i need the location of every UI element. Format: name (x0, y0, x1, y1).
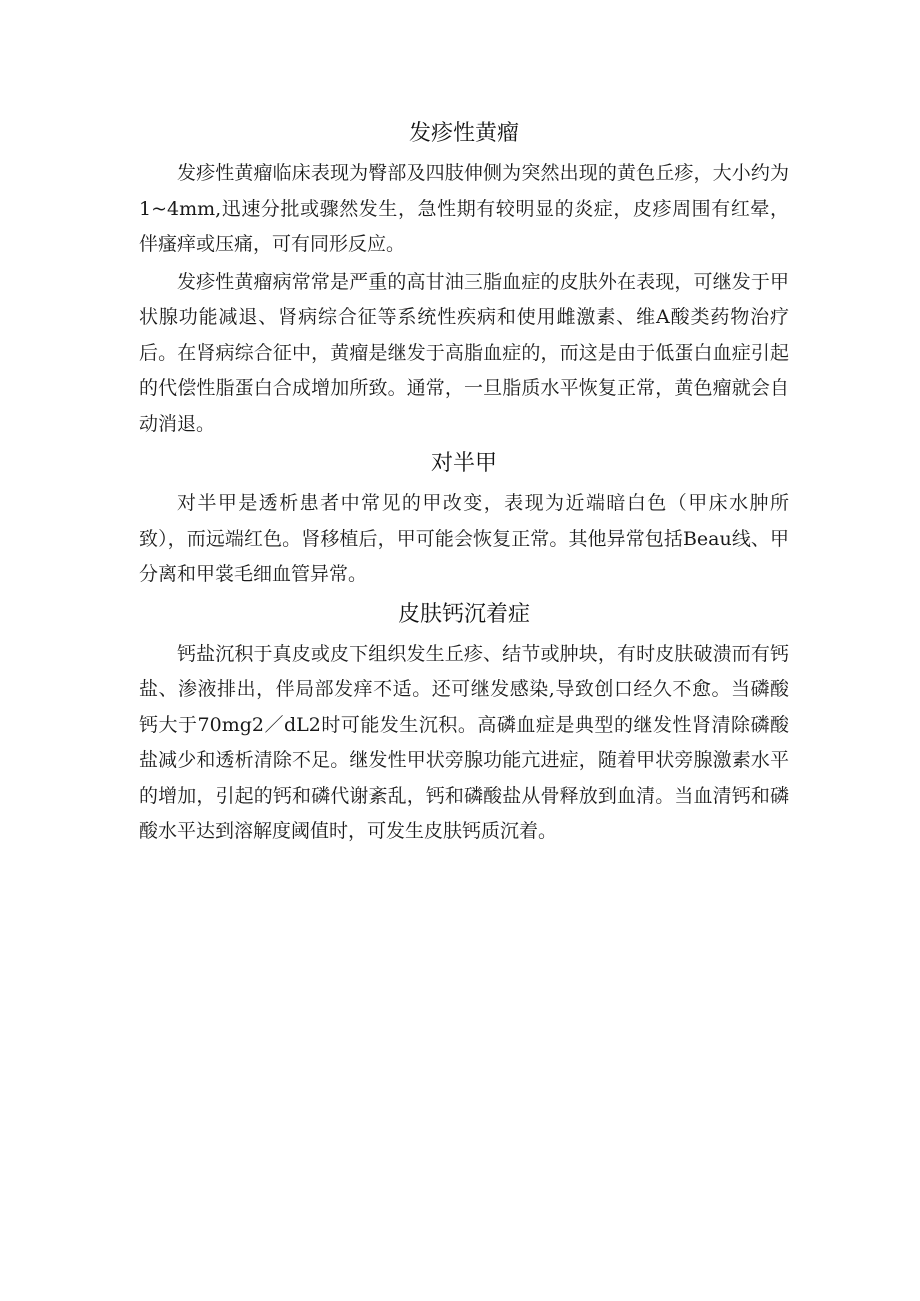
section-eruptive-xanthoma (139, 112, 789, 442)
paragraph: 钙盐沉积于真皮或皮下组织发生丘疹、结节或肿块，有时皮肤破溃而有钙盐、渗液排出，伴局部发痒不适。还可继发感染,导致创口经久不愈。当磷酸钙大于70mg2／dL2时可能发生沉积。高磷血症是典型的继发性肾清除磷酸盐减少和透析清除不足。继发性甲状旁腺功能亢进症，随着甲状旁腺激素水平的增加，引起的钙和磷代谢紊乱，钙和磷酸盐从骨释放到血清。当血清钙和磷酸水平达到溶解度阈值时，可发生皮肤钙质沉着。 (139, 642, 789, 842)
section-half-and-half-nails (139, 442, 789, 593)
paragraph: 发疹性黄瘤临床表现为臀部及四肢伸侧为突然出现的黄色丘疹，大小约为1~4mm,迅速分批或骤然发生，急性期有较明显的炎症，皮疹周围有红晕，伴瘙痒或压痛，可有同形反应。 (139, 162, 789, 255)
section-title: 发疹性黄瘤 (408, 121, 519, 146)
section-title: 皮肤钙沉着症 (397, 601, 530, 627)
section-title: 对半甲 (430, 451, 497, 476)
document-body (139, 112, 789, 850)
paragraph: 发疹性黄瘤病常常是严重的高甘油三脂血症的皮肤外在表现，可继发于甲状腺功能减退、肾病综合征等系统性疾病和使用雌激素、维A酸类药物治疗后。在肾病综合征中，黄瘤是继发于高脂血症的，而这是由于低蛋白血症引起的代偿性脂蛋白合成增加所致。通常，一旦脂质水平恢复正常，黄色瘤就会自动消退。 (139, 270, 789, 435)
section-calcinosis-cutis (139, 593, 789, 850)
paragraph: 对半甲是透析患者中常见的甲改变，表现为近端暗白色（甲床水肿所致），而远端红色。肾移植后，甲可能会恢复正常。其他异常包括Beau线、甲分离和甲裳毛细血管异常。 (139, 492, 789, 585)
